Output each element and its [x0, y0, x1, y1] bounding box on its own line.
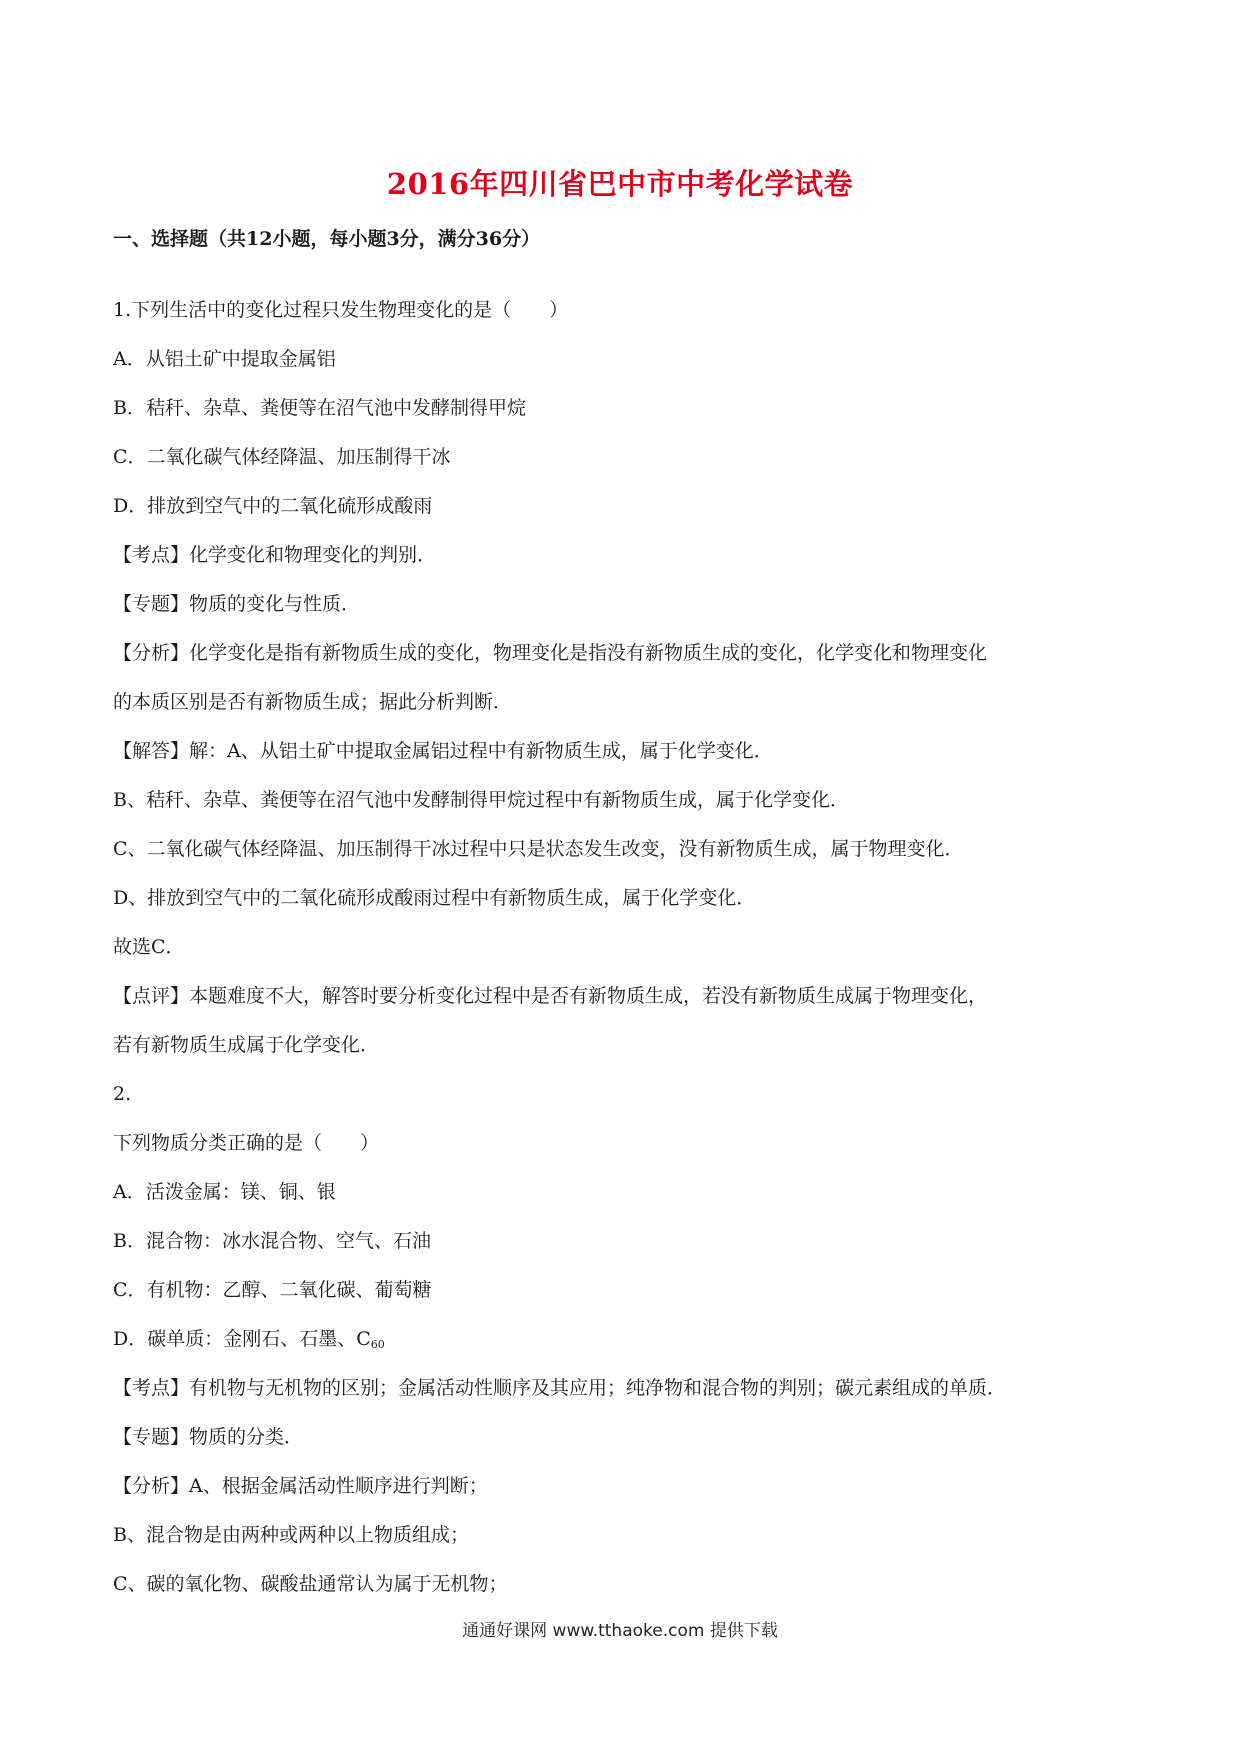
q2-fenxi-b: B、混合物是由两种或两种以上物质组成；	[113, 1524, 469, 1546]
q1-dianping-line2: 若有新物质生成属于化学变化．	[113, 1034, 380, 1056]
q1-answer: 故选C．	[113, 936, 185, 958]
footer-source: 通通好课网 www.tthaoke.com 提供下载	[462, 1621, 778, 1641]
section-heading: 一、选择题（共12小题，每小题3分，满分36分）	[113, 228, 541, 250]
q2-fenxi-c: C、碳的氧化物、碳酸盐通常认为属于无机物；	[113, 1573, 508, 1595]
q2-option-a: A．活泼金属：镁、铜、银	[113, 1181, 336, 1203]
q2-option-d-text: D．碳单质：金刚石、石墨、C	[113, 1328, 371, 1350]
exam-title: 2016年四川省巴中市中考化学试卷	[386, 167, 854, 201]
q1-fenxi-line1: 【分析】化学变化是指有新物质生成的变化，物理变化是指没有新物质生成的变化，化学变化和物理变化	[113, 642, 988, 664]
q2-zhuanti: 【专题】物质的分类．	[113, 1426, 304, 1448]
q1-jieda-b: B、秸秆、杂草、粪便等在沼气池中发酵制得甲烷过程中有新物质生成，属于化学变化．	[113, 789, 849, 811]
q1-option-a: A．从铝土矿中提取金属铝	[113, 348, 336, 370]
q1-kaodian: 【考点】化学变化和物理变化的判别．	[113, 544, 437, 566]
q1-dianping-line1: 【点评】本题难度不大，解答时要分析变化过程中是否有新物质生成，若没有新物质生成属于物理变化，	[113, 985, 988, 1007]
q2-option-d	[113, 1315, 1133, 1364]
q2-kaodian: 【考点】有机物与无机物的区别；金属活动性顺序及其应用；纯净物和混合物的判别；碳元素组成的单质．	[113, 1377, 1007, 1399]
q1-option-c: C．二氧化碳气体经降温、加压制得干冰	[113, 446, 451, 468]
q1-zhuanti: 【专题】物质的变化与性质．	[113, 593, 361, 615]
q1-option-b: B．秸秆、杂草、粪便等在沼气池中发酵制得甲烷	[113, 397, 526, 419]
q2-fenxi-a: 【分析】A、根据金属活动性顺序进行判断；	[113, 1475, 488, 1497]
q2-number: 2.	[113, 1083, 132, 1105]
q1-fenxi-line2: 的本质区别是否有新物质生成；据此分析判断．	[113, 691, 513, 713]
q1-jieda-d: D、排放到空气中的二氧化硫形成酸雨过程中有新物质生成，属于化学变化．	[113, 887, 756, 909]
content-body	[113, 286, 1133, 1609]
q1-option-d: D．排放到空气中的二氧化硫形成酸雨	[113, 495, 433, 517]
q2-option-c: C．有机物：乙醇、二氧化碳、葡萄糖	[113, 1279, 432, 1301]
q1-stem: 1.下列生活中的变化过程只发生物理变化的是（ ）	[113, 299, 569, 321]
q1-jieda-a: 【解答】解：A、从铝土矿中提取金属铝过程中有新物质生成，属于化学变化．	[113, 740, 773, 762]
q2-option-b: B．混合物：冰水混合物、空气、石油	[113, 1230, 431, 1252]
q2-stem: 下列物质分类正确的是（ ）	[113, 1132, 380, 1154]
q1-jieda-c: C、二氧化碳气体经降温、加压制得干冰过程中只是状态发生改变，没有新物质生成，属于物理变化．	[113, 838, 964, 860]
q2-option-d-subscript: 60	[370, 1338, 385, 1351]
